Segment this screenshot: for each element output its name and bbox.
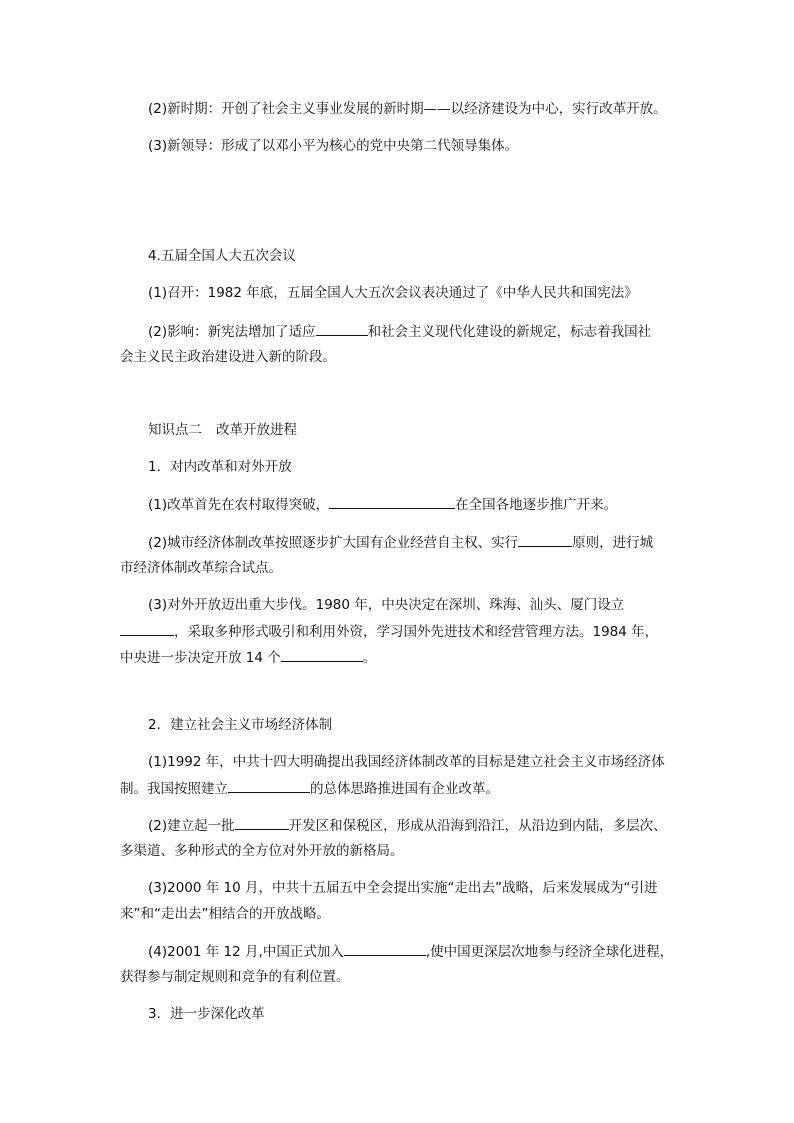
paragraph-new-leadership: (3)新领导：形成了以邓小平为核心的党中央第二代领导集体。 [148, 138, 519, 154]
section-heading-knowledge-point-two [120, 420, 708, 440]
opening-text-c: 中央进一步决定开放 14 个 [120, 650, 281, 666]
fill-blank [344, 941, 426, 956]
impact-text-b: 和社会主义现代化建设的新规定，标志着我国社 [367, 324, 652, 340]
urban-text-b: 原则，进行城 [572, 535, 654, 551]
zones-text-b: 开发区和保税区，形成从沿海到沿江，从沿边到内陆，多层次、 [288, 818, 667, 834]
rural-text-a: (1)改革首先在农村取得突破， [148, 497, 330, 513]
fill-blank [316, 321, 368, 336]
knowledge-point-label: 知识点二 [148, 422, 202, 438]
fill-blank [329, 494, 455, 509]
paragraph-convening: (1)召开：1982 年底，五届全国人大五次会议表决通过了《中华人民共和国宪法》 [148, 285, 638, 301]
impact-text-a: (2)影响：新宪法增加了适应 [148, 324, 316, 340]
paragraph-impact-line2: 会主义民主政治建设进入新的阶段。 [120, 349, 336, 365]
paragraph-impact-line1 [120, 321, 708, 342]
paragraph-opening-line2 [120, 621, 680, 642]
paragraph-new-period: (2)新时期：开创了社会主义事业发展的新时期——以经济建设为中心，实行改革开放。 [148, 101, 667, 117]
p1992-text-b: 制。我国按照建立 [120, 781, 228, 797]
p1992-text-c: 的总体思路推进国有企业改革。 [310, 781, 499, 797]
paragraph-go-global-line1: (3)2000 年 10 月，中共十五届五中全会提出实施“走出去”战略，后来发展成为“引进 [148, 880, 658, 896]
paragraph-urban-reform-line1 [120, 532, 708, 553]
paragraph-1992-line2 [120, 778, 680, 799]
knowledge-point-title: 改革开放进程 [216, 422, 297, 438]
fill-blank [228, 778, 310, 793]
subheading-deepen-reform: 3．进一步深化改革 [148, 1006, 265, 1022]
paragraph-opening-line3 [120, 647, 680, 668]
opening-text-b: ，采取多种形式吸引和利用外资，学习国外先进技术和经营管理方法。1984 年， [174, 624, 659, 640]
paragraph-urban-reform-line2: 市经济体制改革综合试点。 [120, 560, 282, 576]
paragraph-wto-line1 [120, 941, 708, 962]
paragraph-opening-line1: (3)对外开放迈出重大步伐。1980 年，中央决定在深圳、珠海、汕头、厦门设立 [148, 597, 625, 613]
paragraph-development-zones-line1 [120, 815, 708, 836]
fill-blank [235, 815, 289, 830]
urban-text-a: (2)城市经济体制改革按照逐步扩大国有企业经营自主权、实行 [148, 535, 519, 551]
fill-blank [120, 621, 174, 636]
subheading-market-economy: 2．建立社会主义市场经济体制 [148, 717, 333, 733]
fill-blank [281, 647, 363, 662]
fill-blank [518, 532, 572, 547]
wto-text-b: ,使中国更深层次地参与经济全球化进程， [425, 944, 674, 960]
paragraph-go-global-line2: 来”和“走出去”相结合的开放战略。 [120, 906, 330, 922]
wto-text-a: (4)2001 年 12 月,中国正式加入 [148, 944, 344, 960]
paragraph-wto-line2: 获得参与制定规则和竞争的有利位置。 [120, 969, 350, 985]
zones-text-a: (2)建立起一批 [148, 818, 235, 834]
paragraph-rural-reform [120, 494, 708, 515]
subheading-internal-reform: 1．对内改革和对外开放 [148, 459, 292, 475]
opening-text-d: 。 [362, 650, 377, 666]
paragraph-development-zones-line2: 多渠道、多种形式的全方位对外开放的新格局。 [120, 843, 404, 859]
rural-text-b: 在全国各地逐步推广开来。 [455, 497, 618, 513]
paragraph-1992-line1: (1)1992 年，中共十四大明确提出我国经济体制改革的目标是建立社会主义市场经济体 [148, 754, 665, 770]
section-heading-npc-session: 4.五届全国人大五次会议 [148, 248, 296, 264]
